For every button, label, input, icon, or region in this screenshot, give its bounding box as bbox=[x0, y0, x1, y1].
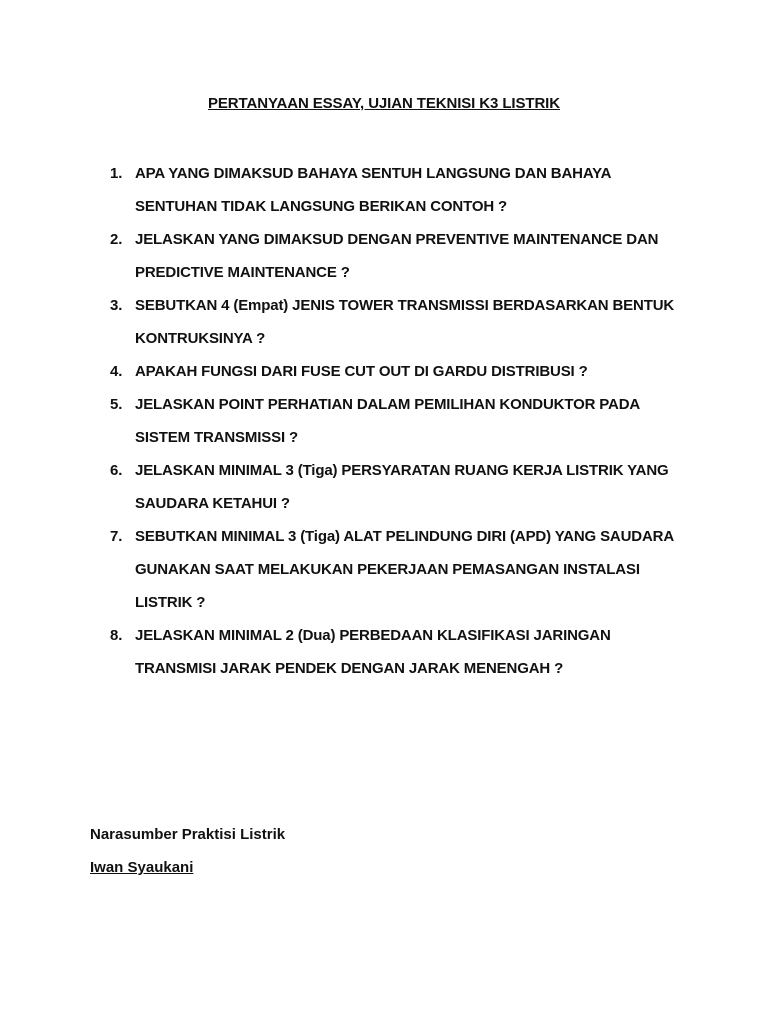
question-number: 6. bbox=[110, 462, 123, 479]
question-number: 4. bbox=[110, 363, 123, 380]
question-text: APA YANG DIMAKSUD BAHAYA SENTUH LANGSUNG DAN BAHAYA SENTUHAN TIDAK LANGSUNG BERIKAN CONTOH ? bbox=[135, 165, 611, 215]
question-text: JELASKAN MINIMAL 3 (Tiga) PERSYARATAN RUANG KERJA LISTRIK YANG SAUDARA KETAHUI ? bbox=[135, 462, 669, 512]
question-number: 5. bbox=[110, 396, 123, 413]
question-text: JELASKAN YANG DIMAKSUD DENGAN PREVENTIVE MAINTENANCE DAN PREDICTIVE MAINTENANCE ? bbox=[135, 231, 659, 281]
question-number: 7. bbox=[110, 528, 123, 545]
question-item bbox=[90, 388, 690, 454]
author-role: Narasumber Praktisi Listrik bbox=[90, 826, 286, 843]
question-number: 3. bbox=[110, 297, 123, 314]
question-item bbox=[90, 454, 690, 520]
question-item bbox=[90, 289, 690, 355]
question-text: SEBUTKAN MINIMAL 3 (Tiga) ALAT PELINDUNG DIRI (APD) YANG SAUDARA GUNAKAN SAAT MELAKUKAN PEKERJAAN PEMASANGAN INSTALASI LISTRIK ? bbox=[135, 528, 674, 611]
question-list bbox=[90, 157, 690, 685]
question-text: APAKAH FUNGSI DARI FUSE CUT OUT DI GARDU DISTRIBUSI ? bbox=[135, 363, 588, 380]
question-item bbox=[90, 619, 690, 685]
signature-block bbox=[90, 818, 285, 884]
question-number: 1. bbox=[110, 165, 123, 182]
document-title: PERTANYAAN ESSAY, UJIAN TEKNISI K3 LISTRIK bbox=[208, 95, 560, 112]
question-item bbox=[90, 355, 690, 388]
question-number: 8. bbox=[110, 627, 123, 644]
question-text: SEBUTKAN 4 (Empat) JENIS TOWER TRANSMISSI BERDASARKAN BENTUK KONTRUKSINYA ? bbox=[135, 297, 675, 347]
question-item bbox=[90, 157, 690, 223]
question-number: 2. bbox=[110, 231, 123, 248]
author-name: Iwan Syaukani bbox=[90, 859, 194, 876]
question-text: JELASKAN MINIMAL 2 (Dua) PERBEDAAN KLASIFIKASI JARINGAN TRANSMISI JARAK PENDEK DENGAN JARAK MENENGAH ? bbox=[135, 627, 611, 677]
question-text: JELASKAN POINT PERHATIAN DALAM PEMILIHAN KONDUKTOR PADA SISTEM TRANSMISSI ? bbox=[135, 396, 640, 446]
question-item bbox=[90, 520, 690, 619]
question-item bbox=[90, 223, 690, 289]
